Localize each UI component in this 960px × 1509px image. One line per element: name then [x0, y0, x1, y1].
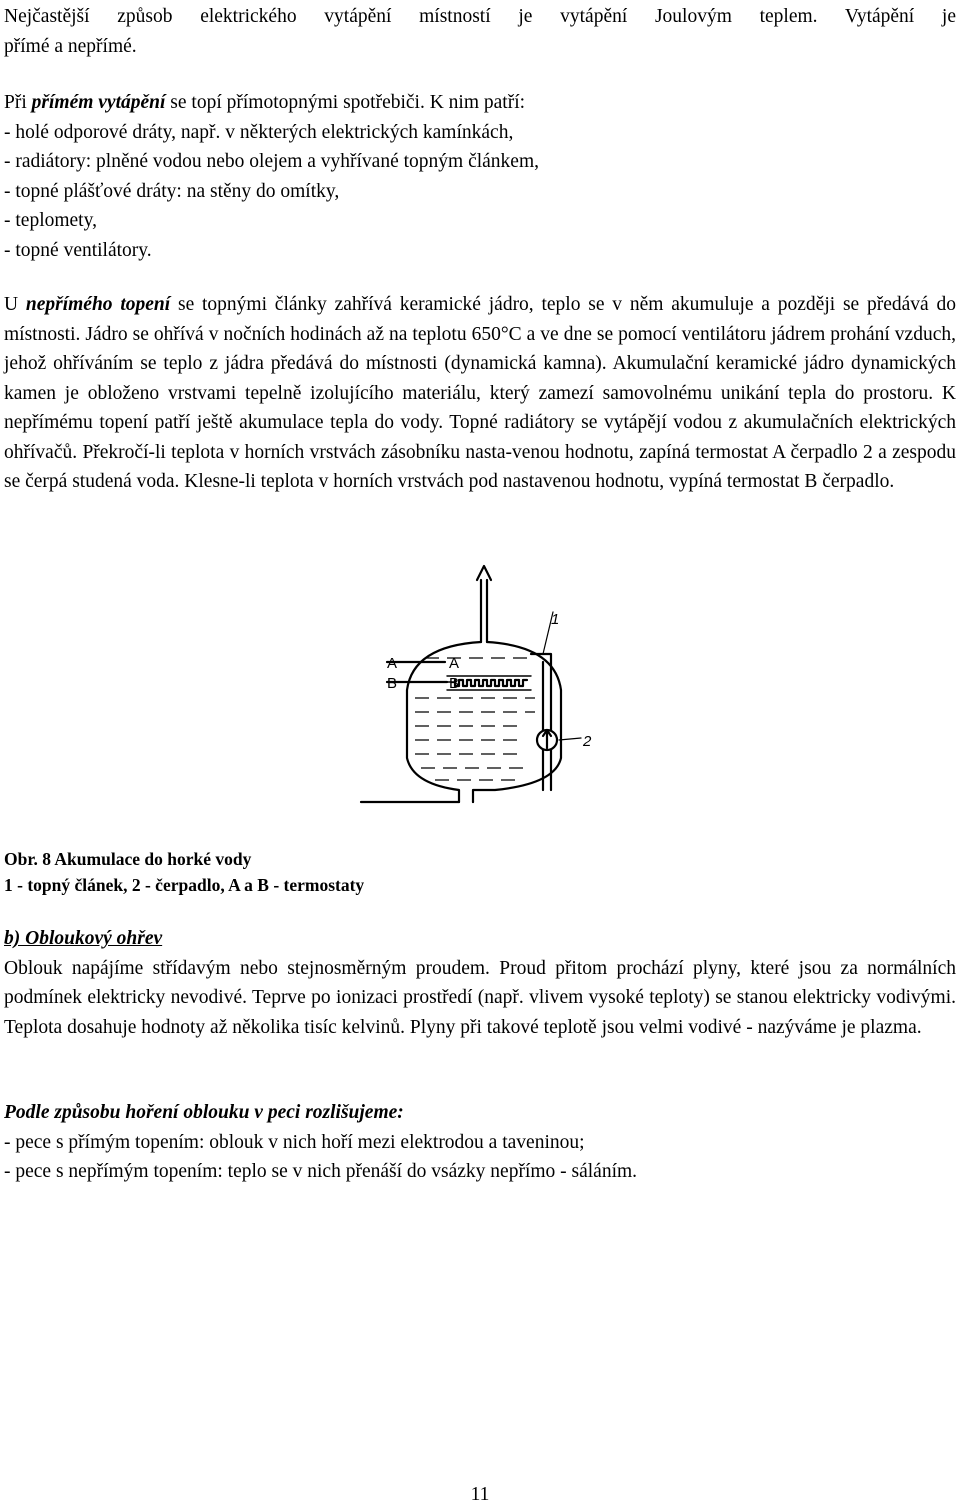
direct-item: - holé odporové dráty, např. v některých elektrických kamínkách,	[4, 121, 514, 143]
direct-heating-section	[4, 88, 956, 265]
label-b-inner: B	[449, 675, 460, 692]
circulation-pipe	[531, 654, 551, 790]
direct-prefix: Při	[4, 92, 32, 113]
intro-line-2: přímé a nepřímé.	[4, 35, 137, 57]
indirect-heating-paragraph	[4, 290, 956, 497]
indirect-text: se topnými články zahřívá keramické jádro, teplo se v něm akumuluje a později se předává do místnosti. Jádro se ohřívá v nočních hodinách až na teplotu 650°C a ve dne se pomocí ventilátoru jádrem prohání vzduch, jehož ohříváním se teplo z jádra předává do místnosti (dynamická kamna). Akumulační keramické jádro dynamických kamen je obloženo vrstvami tepelně izolujícího materiálu, který zamezí samovolnému unikání tepla do prostoru. K nepřímému topení patří ještě akumulace tepla do vody. Topné radiátory se vytápějí vodou z akumulačních elektrických ohřívačů. Překročí-li teplota v horních vrstvách zásobníku nasta-venou hodnotu, zapíná termostat A čerpadlo 2 a zespodu se čerpá studená voda. Klesne-li teplota v horních vrstvách pod nastavenou hodnotu, vypíná termostat B čerpadlo.	[4, 294, 956, 492]
outlet-arrow-icon	[477, 566, 491, 580]
direct-heating-intro	[4, 88, 956, 118]
direct-item: - radiátory: plněné vodou nebo olejem a vyhřívané topným článkem,	[4, 151, 540, 172]
arc-heating-heading: b) Obloukový ohřev	[4, 928, 163, 949]
page-number: 11	[470, 1484, 490, 1505]
indirect-prefix: U	[4, 294, 26, 315]
arc-heating-text: Oblouk napájíme střídavým nebo stejnosměrným proudem. Proud přitom prochází plyny, které jsou za normálních podmínek elektricky nevodivé. Teprve po ionizaci prostředí (např. vlivem vysoké teploty) se stanou elektricky vodivými. Teplota dosahuje hodnoty až několika tisíc kelvinů. Plyny při takové teplotě jsou velmi vodivé - nazýváme je plazma.	[4, 957, 956, 1038]
figure-caption	[4, 846, 364, 898]
furnace-item: - pece s přímým topením: oblouk v nich hoří mezi elektrodou a taveninou;	[4, 1131, 585, 1153]
heating-element	[455, 680, 527, 686]
furnace-item: - pece s nepřímým topením: teplo se v nich přenáší do vsázky nepřímo - sáláním.	[4, 1161, 638, 1182]
direct-suffix: se topí přímotopnými spotřebiči. K nim patří:	[165, 92, 526, 113]
furnace-heading: Podle způsobu hoření oblouku v peci rozlišujeme:	[4, 1102, 404, 1123]
label-a-outer: A	[387, 655, 398, 672]
hot-water-storage-diagram	[355, 562, 605, 812]
direct-item: - teplomety,	[4, 210, 97, 231]
tank-right-wall	[473, 642, 561, 802]
arc-heating-section	[4, 924, 956, 1042]
intro-paragraph	[4, 2, 956, 61]
tank-left-wall	[407, 642, 481, 802]
outlet-pipe	[481, 580, 487, 642]
label-b-outer: B	[387, 675, 398, 692]
direct-heating-term: přímém vytápění	[31, 92, 166, 113]
intro-line-1: Nejčastější způsob elektrického vytápění místností je vytápění Joulovým teplem. Vytápění je	[4, 6, 956, 27]
label-1: 1	[551, 611, 560, 628]
direct-item: - topné ventilátory.	[4, 239, 152, 261]
label-a-inner: A	[449, 655, 460, 672]
indirect-heating-term: nepřímého topení	[25, 294, 171, 315]
label-2: 2	[583, 733, 592, 750]
direct-item: - topné plášťové dráty: na stěny do omítky,	[4, 180, 340, 202]
furnace-section	[4, 1098, 956, 1187]
caption-title: Obr. 8 Akumulace do horké vody	[4, 849, 252, 869]
caption-legend: 1 - topný článek, 2 - čerpadlo, A a B - termostaty	[4, 875, 365, 895]
